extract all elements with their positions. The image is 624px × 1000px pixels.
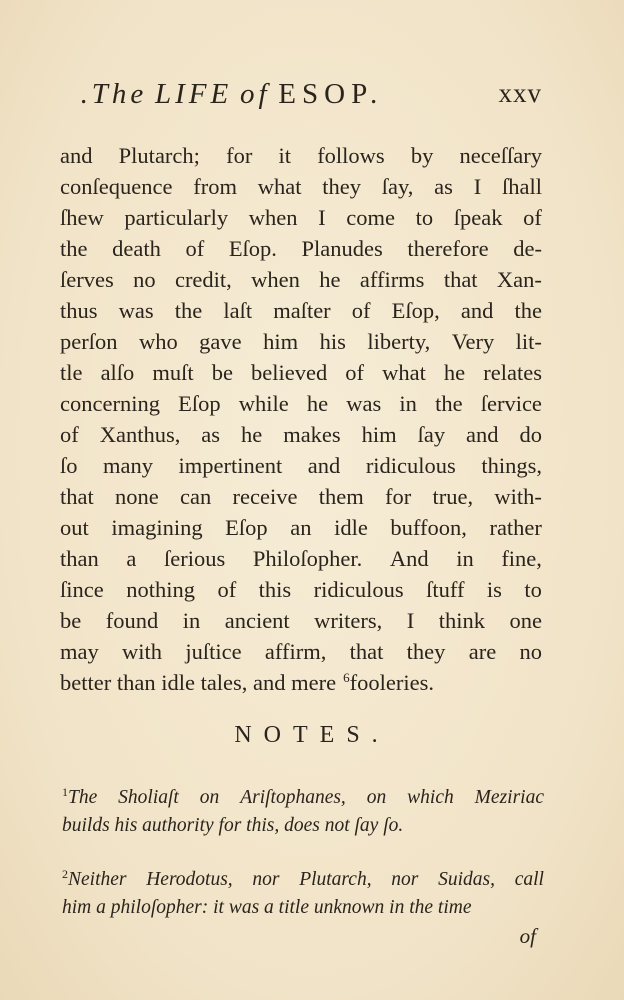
catchword: of (519, 924, 536, 948)
header-dot: . (80, 78, 88, 110)
body-line: the death of Eſop. Planudes therefore de- (60, 236, 542, 261)
body-line: and Plutarch; for it follows by neceſſary (60, 143, 542, 168)
page-number: xxv (498, 78, 542, 108)
footnote-2 (62, 866, 544, 922)
footnote-1-line-1: $^1$The Sholiaſt on Ariſtophanes, on which Meziriac (62, 785, 544, 808)
body-line: of Xanthus, as he makes him ſay and do (60, 422, 542, 447)
body-line: than a ſerious Philoſopher. And in fine, (60, 546, 542, 571)
body-line: ſerves no credit, when he affirms that Xan- (60, 267, 542, 292)
header-of: of (239, 78, 271, 110)
body-text (60, 140, 542, 698)
body-lines (60, 140, 542, 667)
footnote-2-line-2 (62, 894, 544, 922)
body-line-last (60, 667, 542, 698)
header-life: LIFE (155, 78, 233, 110)
footnote-1-line-2-text: builds his authority for this, does not ſay ſo. (62, 815, 404, 836)
body-line: ſo many impertinent and ridiculous things, (60, 453, 542, 478)
footnote-1-marker: 1 (62, 785, 68, 799)
footnote-1 (62, 784, 544, 840)
body-line: concerning Eſop while he was in the ſervice (60, 391, 542, 416)
header-esop: ESOP. (278, 78, 384, 110)
running-header (80, 78, 550, 118)
body-line: that none can receive them for true, with- (60, 484, 542, 509)
last-line-before: better than idle tales, and mere (60, 670, 337, 695)
body-line: conſequence from what they ſay, as I ſhall (60, 174, 542, 199)
body-line: may with juſtice affirm, that they are no (60, 639, 542, 664)
footnote-1-line-2 (62, 812, 544, 840)
body-line: perſon who gave him his liberty, Very lit- (60, 329, 542, 354)
notes-heading: NOTES. (234, 722, 390, 748)
footnote-2-line-2-text: him a philoſopher: it was a title unknown in the time (62, 897, 472, 918)
last-line-after: fooleries. (349, 670, 434, 695)
body-line: out imagining Eſop an idle buffoon, rather (60, 515, 542, 540)
footnote-2-line-1: $^2$Neither Herodotus, nor Plutarch, nor Suidas, call (62, 867, 544, 890)
body-line: tle alſo muſt be believed of what he relates (60, 360, 542, 385)
footnote-2-marker: 2 (62, 867, 68, 881)
body-line: ſince nothing of this ridiculous ſtuff is to (60, 577, 542, 602)
header-the: The (91, 78, 148, 110)
body-line: ſhew particularly when I come to ſpeak of (60, 205, 542, 230)
body-line: be found in ancient writers, I think one (60, 608, 542, 633)
body-line: thus was the laſt maſter of Eſop, and the (60, 298, 542, 323)
note-reference-6[interactable]: 6 (343, 670, 350, 685)
